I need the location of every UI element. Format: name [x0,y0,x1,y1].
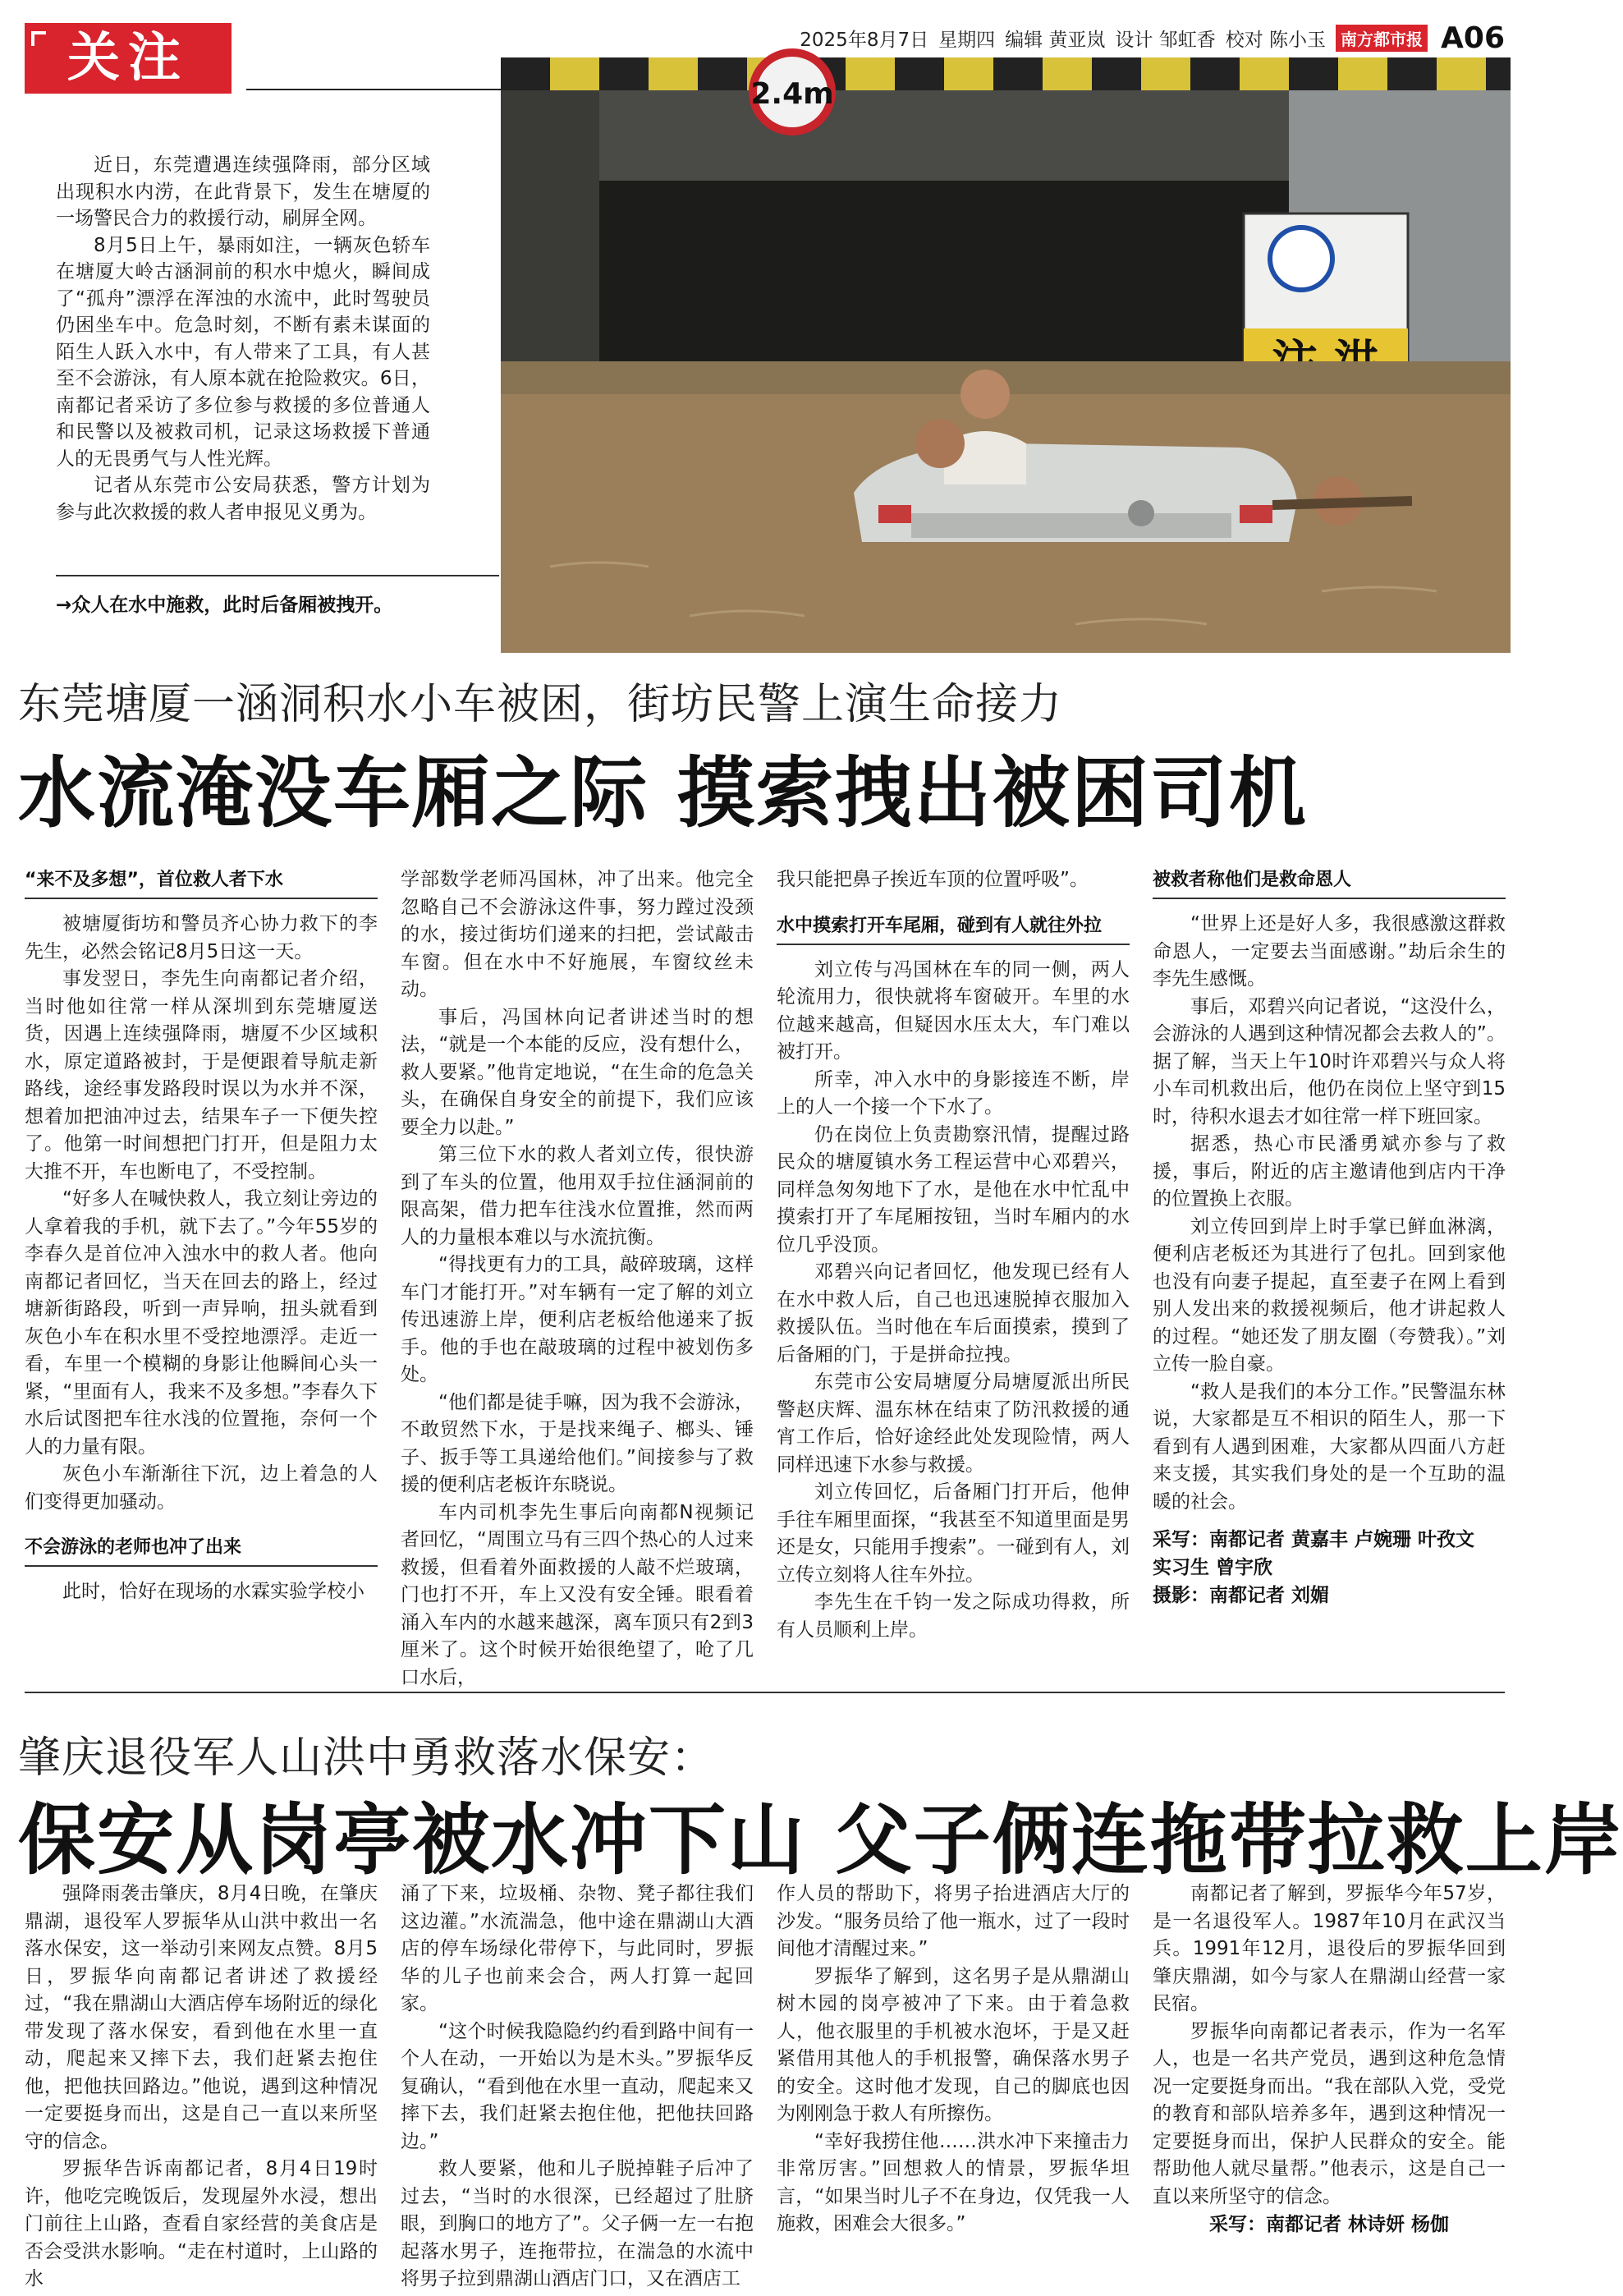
article1-paragraph: “好多人在喊快救人，我立刻让旁边的人拿着我的手机，就下去了。”今年55岁的李春久是首位冲入浊水中的救人者。他向南都记者回忆，当天在回去的路上，经过塘新街路段，听到一声异响，扭头就看到灰色小车在积水里不受控地漂浮。走近一看，车里一个模糊的身影让他瞬间心头一紧，“里面有人，我来不及多想。”李春久下水后试图把车往水浅的位置拖，奈何一个人的力量有限。 [25,1188,378,1458]
article1-credit: 摄影：南都记者 刘媚 [1153,1585,1330,1606]
issue-weekday: 星期四 [938,29,996,51]
car-taillight-left [878,505,911,523]
article1-paragraph: 刘立传与冯国林在车的同一侧，两人轮流用力，很快就将车窗破开。车里的水位越来越高，但疑因水压太大，车门难以被打开。 [777,958,1130,1063]
article1-paragraph: 被塘厦街坊和警员齐心协力救下的李先生，必然会铭记8月5日这一天。 [25,913,378,962]
rescuer-head-2 [915,419,965,468]
article1-paragraph: 所幸，冲入水中的身影接连不断，岸上的人一个接一个下水了。 [777,1068,1130,1118]
article1-credit: 实习生 曾宇欣 [1153,1557,1273,1578]
page-meta [800,21,1505,54]
article2-paragraph: 作人员的帮助下，将男子抬进酒店大厅的沙发。“服务员给了他一瓶水，过了一段时间他才清醒过来。” [777,1883,1130,1959]
article2-headline: 保安从岗亭被水冲下山 父子俩连拖带拉救上岸 [18,1796,1623,1885]
article2-credit: 采写：南都记者 林诗妍 杨伽 [1208,2214,1449,2235]
article1-subhead: 不会游泳的老师也冲了出来 [25,1534,378,1567]
article1-headline: 水流淹没车厢之际 摸索拽出被困司机 [18,749,1308,838]
caption-rule [56,575,499,576]
article1-paragraph: 此时，恰好在现场的水霖实验学校小 [62,1581,364,1602]
article1-subhead: 被救者称他们是救命恩人 [1153,866,1506,899]
article1-paragraph: 学部数学老师冯国林，冲了出来。他完全忽略自己不会游泳这件事，努力蹚过没颈的水，接过街坊们递来的扫把，尝试敲击车窗。但在水中不好施展，车窗纹丝未动。 [401,869,754,1000]
car-trunk [911,513,1231,538]
intro-paragraph: 近日，东莞遭遇连续强降雨，部分区域出现积水内涝，在此背景下，发生在塘厦的一场警民合力的救援行动，刷屏全网。 [56,154,430,229]
designer-credit: 设计 邹虹香 [1115,29,1216,51]
article1-column-4 [1153,866,1506,1663]
article2-paragraph: 强降雨袭击肇庆，8月4日晚，在肇庆鼎湖，退役军人罗振华从山洪中救出一名落水保安，这一举动引来网友点赞。8月5日，罗振华向南都记者讲述了救援经过，“我在鼎湖山大酒店停车场附近的绿化带发现了落水保安，看到他在水里一直动，爬起来又摔下去，我们赶紧去抱住他，把他扶回路边。”他说，遇到这种情况一定要挺身而出，这是自己一直以来所坚守的信念。 [25,1883,378,2152]
article1-column-1 [25,866,378,1663]
article1-paragraph: “救人是我们的本分工作。”民警温东林说，大家都是互不相识的陌生人，那一下看到有人遇到困难，大家都从四面八方赶来支援，其实我们身处的是一个互助的温暖的社会。 [1153,1380,1506,1513]
intro-paragraph: 8月5日上午，暴雨如注，一辆灰色轿车在塘厦大岭古涵洞前的积水中熄火，瞬间成了“孤舟”漂浮在浑浊的水流中，此时驾驶员仍困坐车中。危急时刻，不断有素未谋面的陌生人跃入水中，有人带来了工具，有人甚至不会游泳，有人原本就在抢险救灾。6日，南都记者采访了多位参与救援的多位普通人和民警以及被救司机，记录这场救援下普通人的无畏勇气与人性光辉。 [56,234,430,470]
car-taillight-right [1240,505,1272,523]
article2-column-2 [401,1880,754,2289]
article1-credit: 采写：南都记者 黄嘉丰 卢婉珊 叶孜文 [1153,1529,1475,1550]
intro-text [56,152,430,526]
tunnel-opening [599,181,1289,370]
article1-paragraph: 据悉，热心市民潘勇斌亦参与了救援，事后，附近的店主邀请他到店内干净的位置换上衣服。 [1153,1133,1506,1210]
article2-column-4 [1153,1880,1506,2283]
article2-paragraph: 罗振华向南都记者表示，作为一名军人，也是一名共产党员，遇到这种危急情况一定要挺身而出。“我在部队入党，受党的教育和部队培养多年，遇到这种情况一定要挺身而出，保护人民群众的安全。能帮助他人就尽量帮。”他表示，这是自己一直以来所坚守的信念。 [1153,2020,1506,2207]
article2-paragraph: 南都记者了解到，罗振华今年57岁，是一名退役军人。1987年10月在武汉当兵。1991年12月，退役后的罗振华回到肇庆鼎湖，如今与家人在鼎湖山经营一家民宿。 [1153,1883,1506,2014]
section-title: 关注 [67,28,189,89]
issue-date: 2025年8月7日 [800,29,929,51]
article1-column-3 [777,866,1130,1663]
section-tab [25,23,232,94]
article2-paragraph: 涌了下来，垃圾桶、杂物、凳子都往我们这边灌。”水流湍急，他中途在鼎湖山大酒店的停车场绿化带停下，与此同时，罗振华的儿子也前来会合，两人打算一起回家。 [401,1883,754,2014]
article2-kicker: 肇庆退役军人山洪中勇救落水保安： [18,1733,715,1783]
rescue-photo-illustration [501,57,1511,653]
article2-paragraph: 罗振华了解到，这名男子是从鼎湖山树木园的岗亭被冲了下来。由于着急救人，他衣服里的手机被水泡坏，于是又赶紧借用其他人的手机报警，确保落水男子的安全。这时他才发现，自己的脚底也因为刚刚急于救人有所擦伤。 [777,1965,1130,2124]
article1-paragraph: 车内司机李先生事后向南都N视频记者回忆，“周围立马有三四个热心的人过来救援，但看着外面救援的人敲不烂玻璃，门也打不开，车上又没有安全锤。眼看着涌入车内的水越来越深，离车顶只有2到3厘米了。这个时候开始很绝望了，呛了几口水后， [401,1501,754,1688]
article1-paragraph: 刘立传回忆，后备厢门打开后，他伸手往车厢里面探，“我甚至不知道里面是男还是女，只能用手搜索”。一碰到有人，刘立传立刻将人往车外拉。 [777,1481,1130,1586]
article1-paragraph: 邓碧兴向记者回忆，他发现已经有人在水中救人后，自己也迅速脱掉衣服加入救援队伍。当时他在车后面摸索，摸到了后备厢的门，于是拼命拉拽。 [777,1261,1130,1366]
height-limit-text: 2.4m [750,77,834,111]
article1-paragraph: “得找更有力的工具，敲碎玻璃，这样车门才能打开。”对车辆有一定了解的刘立传迅速游上岸，便利店老板给他递来了扳手。他的手也在敲玻璃的过程中被划伤多处。 [401,1254,754,1385]
rescue-pole [1272,501,1412,505]
article1-paragraph: 事后，冯国林向记者讲述当时的想法，“就是一个本能的反应，没有想什么，救人要紧。”他肯定地说，“在生命的危急关头，在确保自身安全的前提下，我们应该要全力以赴。” [401,1006,754,1138]
left-pillar [501,90,599,361]
article1-subhead: “来不及多想”，首位救人者下水 [25,866,378,899]
page-number: A06 [1441,21,1505,55]
article1-paragraph: 东莞市公安局塘厦分局塘厦派出所民警赵庆辉、温东林在结束了防汛救援的通宵工作后，恰好途经此处发现险情，两人同样迅速下水参与救援。 [777,1371,1130,1476]
car-logo-icon [1128,500,1154,526]
article2-paragraph: 救人要紧，他和儿子脱掉鞋子后冲了过去，“当时的水很深，已经超过了肚脐眼，到胸口的地方了”。父子俩一左一右抱起落水男子，连拖带拉，在湍急的水流中将男子拉到鼎湖山酒店门口，又在酒店工 [401,2158,754,2289]
article1-paragraph: 第三位下水的救人者刘立传，很快游到了车头的位置，他用双手拉住涵洞前的限高架，借力把车往浅水位置推，然而两人的力量根本难以与水流抗衡。 [401,1144,754,1248]
article-divider [25,1692,1505,1693]
article2-paragraph: 罗振华告诉南都记者，8月4日19时许，他吃完晚饭后，发现屋外水浸，想出门前往上山路，查看自家经营的美食店是否会受洪水影响。“走在村道时，上山路的水 [25,2158,378,2289]
corner-mark-icon [31,31,46,46]
article1-paragraph: “世界上还是好人多，我很感激这群救命恩人，一定要去当面感谢。”劫后余生的李先生感慨。 [1153,913,1506,990]
article1-paragraph: 我只能把鼻子挨近车顶的位置呼吸”。 [777,869,1089,890]
newspaper-logo: 南方都市报 [1336,25,1428,52]
article1-column-2 [401,866,754,1688]
article2-column-3 [777,1880,1130,2283]
rescue-photo [501,57,1511,653]
article2-paragraph: “幸好我捞住他……洪水冲下来撞击力非常厉害。”回想救人的情景，罗振华坦言，“如果当时儿子不在身边，仅凭我一人施救，困难会大很多。” [777,2130,1130,2234]
article1-paragraph: 李先生在千钧一发之际成功得救，所有人员顺利上岸。 [777,1591,1130,1641]
article1-paragraph: 事后，邓碧兴向记者说，“这没什么，会游泳的人遇到这种情况都会去救人的”。据了解，当天上午10时许邓碧兴与众人将小车司机救出后，他仍在岗位上坚守到15时，待积水退去才如往常一样下班回家。 [1153,995,1506,1127]
article1-subhead: 水中摸索打开车尾厢，碰到有人就往外拉 [777,912,1130,945]
proofreader-credit: 校对 陈小玉 [1225,29,1327,51]
article1-paragraph: 刘立传回到岸上时手掌已鲜血淋漓，便利店老板还为其进行了包扎。回到家他也没有向妻子提起，直至妻子在网上看到别人发出来的救援视频后，他才讲起救人的过程。“她还发了朋友圈（夸赞我）。”刘立传一脸自豪。 [1153,1215,1506,1375]
article1-paragraph: 仍在岗位上负责勘察汛情，提醒过路民众的塘厦镇水务工程运营中心邓碧兴，同样急匆匆地下了水，是他在水中忙乱中摸索打开了车尾厢按钮，当时车厢内的水位几乎没顶。 [777,1123,1130,1256]
photo-caption: →众人在水中施救，此时后备厢被拽开。 [56,595,393,616]
intro-paragraph: 记者从东莞市公安局获悉，警方计划为参与此次救援的救人者申报见义勇为。 [56,475,430,523]
article2-paragraph: “这个时候我隐隐约约看到路中间有一个人在动，一开始以为是木头。”罗振华反复确认，“看到他在水里一直动，爬起来又摔下去，我们赶紧去抱住他，把他扶回路边。” [401,2020,754,2152]
article1-paragraph: “他们都是徒手嘛，因为我不会游泳，不敢贸然下水，于是找来绳子、榔头、锤子、扳手等工具递给他们。”间接参与了救援的便利店老板许东晓说。 [401,1391,754,1495]
rescuer-head-1 [961,370,1010,419]
article2-column-1 [25,1880,378,2289]
article1-paragraph: 灰色小车渐渐往下沉，边上着急的人们变得更加骚动。 [25,1463,378,1513]
article1-paragraph: 事发翌日，李先生向南都记者介绍，当时他如往常一样从深圳到东莞塘厦送货，因遇上连续强降雨，塘厦不少区域积水，原定道路被封，于是便跟着导航走新路线，途经事发路段时误以为水并不深，想着加把油冲过去，结果车子一下便失控了。他第一时间想把门打开，但是阻力太大推不开，车也断电了，不受控制。 [25,968,378,1182]
water-sign-icon [1270,227,1332,290]
article1-kicker: 东莞塘厦一涵洞积水小车被困，街坊民警上演生命接力 [18,680,1063,729]
editor-credit: 编辑 黄亚岚 [1005,29,1106,51]
